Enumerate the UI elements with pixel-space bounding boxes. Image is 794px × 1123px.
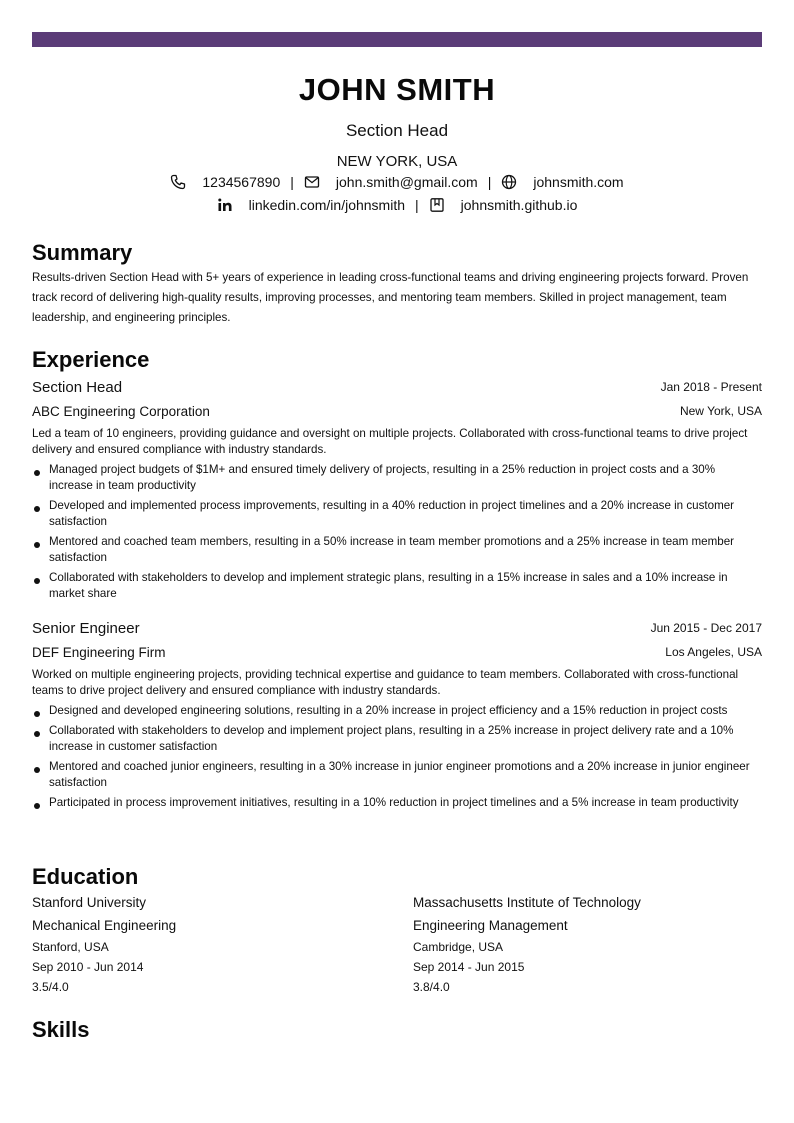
job-achievements: [32, 703, 762, 815]
school-location: Stanford, USA: [32, 940, 109, 954]
globe-icon: [501, 174, 517, 190]
contact-separator: |: [290, 174, 294, 190]
linkedin-icon: [217, 197, 233, 213]
job-location: Los Angeles, USA: [665, 645, 762, 659]
list-item: Collaborated with stakeholders to develop and implement strategic plans, resulting in a 15% increase in sales and a 10% increase in market share: [32, 570, 762, 602]
job-location: New York, USA: [679, 404, 762, 418]
github-link[interactable]: johnsmith.github.io: [460, 197, 578, 213]
contact-row-secondary: [0, 197, 794, 213]
gpa: 3.5/4.0: [32, 980, 69, 994]
summary-text: Results-driven Section Head with 5+ years of experience in leading cross-functional teams and driving engineering projects forward. Proven track record of delivering high-quality results, improving processes, and mentoring team members. Skilled in project management, team leadership, and engineering principles.: [32, 271, 749, 324]
list-item: Managed project budgets of $1M+ and ensured timely delivery of projects, resulting in a 25% reduction in project costs and a 30% increase in team productivity: [32, 462, 762, 494]
degree-name: Mechanical Engineering: [32, 918, 177, 933]
bookmark-icon: [429, 197, 445, 213]
job-company: DEF Engineering Firm: [32, 645, 166, 660]
list-item: Collaborated with stakeholders to develop and implement project plans, resulting in a 25% increase in project delivery rate and a 10% increase in customer satisfaction: [32, 723, 762, 755]
candidate-location: NEW YORK, USA: [336, 153, 458, 170]
experience-heading: Experience: [32, 347, 150, 372]
skills-heading: Skills: [32, 1017, 90, 1042]
phone-icon: [170, 174, 186, 190]
gpa: 3.8/4.0: [413, 980, 450, 994]
contact-separator: |: [415, 197, 419, 213]
degree-name: Engineering Management: [413, 918, 568, 933]
mail-icon: [304, 174, 320, 190]
education-entry: [413, 894, 773, 999]
job-dates: Jun 2015 - Dec 2017: [650, 621, 762, 635]
list-item: Mentored and coached team members, resulting in a 50% increase in team member promotions and a 25% increase in team member satisfaction: [32, 534, 762, 566]
email-link[interactable]: john.smith@gmail.com: [335, 174, 478, 190]
job-role: Section Head: [32, 379, 123, 396]
job-company: ABC Engineering Corporation: [32, 404, 210, 419]
education-entry: [32, 894, 392, 999]
list-item: Designed and developed engineering solutions, resulting in a 20% increase in project efficiency and a 15% reduction in project costs: [32, 703, 762, 719]
candidate-name: JOHN SMITH: [298, 72, 496, 107]
accent-bar: [32, 32, 762, 47]
education-heading: Education: [32, 864, 139, 889]
job-description: Led a team of 10 engineers, providing guidance and oversight on multiple projects. Collaborated with cross-functional teams to drive project delivery and ensured compliance with industry standards.: [32, 427, 748, 456]
job-achievements: [32, 462, 762, 606]
summary-heading: Summary: [32, 240, 133, 265]
list-item: Participated in process improvement initiatives, resulting in a 10% reduction in project timelines and a 5% increase in team productivity: [32, 795, 762, 811]
linkedin-link[interactable]: linkedin.com/in/johnsmith: [248, 197, 405, 213]
school-location: Cambridge, USA: [413, 940, 504, 954]
contact-row-primary: [0, 174, 794, 190]
job-description: Worked on multiple engineering projects, providing technical expertise and guidance to team members. Collaborated with cross-functional teams to drive project delivery and ensured compliance with industry standards.: [32, 668, 739, 697]
school-name: Stanford University: [32, 895, 147, 910]
candidate-title: Section Head: [345, 121, 449, 140]
phone-number[interactable]: 1234567890: [202, 174, 281, 190]
list-item: Developed and implemented process improvements, resulting in a 40% reduction in project timelines and a 20% increase in customer satisfaction: [32, 498, 762, 530]
list-item: Mentored and coached junior engineers, resulting in a 30% increase in junior engineer promotions and a 20% increase in junior engineer satisfaction: [32, 759, 762, 791]
website-link[interactable]: johnsmith.com: [533, 174, 624, 190]
education-dates: Sep 2010 - Jun 2014: [32, 960, 144, 974]
job-role: Senior Engineer: [32, 620, 140, 637]
education-dates: Sep 2014 - Jun 2015: [413, 960, 525, 974]
contact-separator: |: [487, 174, 492, 190]
job-dates: Jan 2018 - Present: [660, 380, 762, 394]
school-name: Massachusetts Institute of Technology: [413, 895, 641, 910]
